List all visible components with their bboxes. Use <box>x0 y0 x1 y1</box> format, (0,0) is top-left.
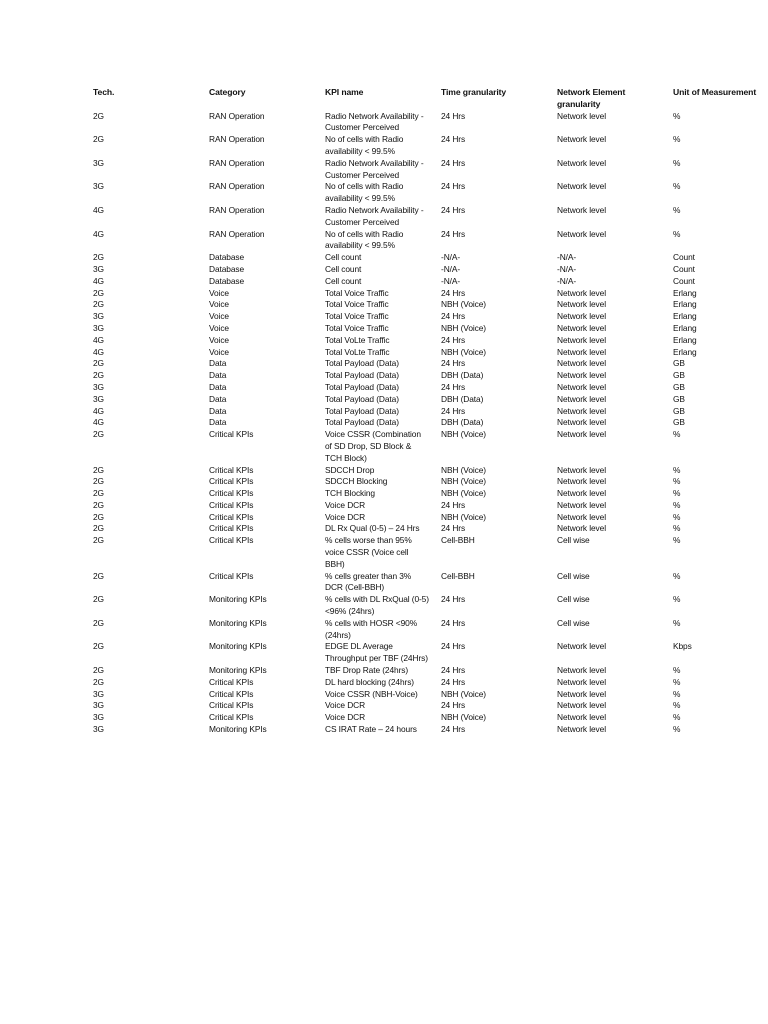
cell-unit: % <box>673 134 681 145</box>
cell-time-granularity: 24 Hrs <box>441 700 466 711</box>
cell-time-granularity: 24 Hrs <box>441 134 466 145</box>
cell-time-granularity: 24 Hrs <box>441 617 466 628</box>
cell-unit: Erlang <box>673 299 697 310</box>
cell-kpi-name: Cell count <box>325 263 362 274</box>
cell-category: Data <box>209 370 227 381</box>
cell-tech: 2G <box>93 370 104 381</box>
cell-unit: Erlang <box>673 346 697 357</box>
cell-unit: % <box>673 523 681 534</box>
cell-kpi-name: No of cells with Radio availability < 99.5% <box>325 228 404 251</box>
cell-category: Voice <box>209 287 229 298</box>
cell-category: Critical KPIs <box>209 712 254 723</box>
cell-ne-granularity: Network level <box>557 676 606 687</box>
cell-category: Monitoring KPIs <box>209 724 267 735</box>
table-row <box>93 111 768 135</box>
cell-tech: 2G <box>93 299 104 310</box>
cell-category: Critical KPIs <box>209 429 254 440</box>
cell-category: RAN Operation <box>209 157 265 168</box>
table-row <box>93 358 768 370</box>
cell-kpi-name: Cell count <box>325 252 362 263</box>
cell-time-granularity: NBH (Voice) <box>441 511 486 522</box>
cell-unit: % <box>673 157 681 168</box>
table-row <box>93 712 768 724</box>
cell-unit: % <box>673 570 681 581</box>
cell-time-granularity: 24 Hrs <box>441 499 466 510</box>
cell-tech: 4G <box>93 204 104 215</box>
cell-time-granularity: NBH (Voice) <box>441 488 486 499</box>
cell-kpi-name: SDCCH Drop <box>325 464 375 475</box>
cell-category: Database <box>209 263 245 274</box>
table-row <box>93 512 768 524</box>
cell-category: Voice <box>209 322 229 333</box>
table-row <box>93 181 768 205</box>
cell-unit: GB <box>673 370 685 381</box>
cell-kpi-name: % cells with DL RxQual (0-5) <96% (24hrs) <box>325 594 429 617</box>
cell-tech: 2G <box>93 523 104 534</box>
cell-tech: 2G <box>93 134 104 145</box>
cell-tech: 2G <box>93 617 104 628</box>
cell-tech: 2G <box>93 511 104 522</box>
cell-time-granularity: 24 Hrs <box>441 311 466 322</box>
cell-category: Critical KPIs <box>209 488 254 499</box>
cell-time-granularity: 24 Hrs <box>441 724 466 735</box>
table-row <box>93 429 768 464</box>
cell-kpi-name: TCH Blocking <box>325 488 375 499</box>
cell-time-granularity: Cell-BBH <box>441 535 475 546</box>
cell-kpi-name: % cells worse than 95% voice CSSR (Voice cell BBH) <box>325 535 412 569</box>
table-header-row <box>93 87 768 111</box>
cell-category: RAN Operation <box>209 204 265 215</box>
cell-tech: 2G <box>93 499 104 510</box>
cell-tech: 2G <box>93 676 104 687</box>
cell-tech: 3G <box>93 700 104 711</box>
cell-kpi-name: SDCCH Blocking <box>325 476 388 487</box>
cell-ne-granularity: Network level <box>557 322 606 333</box>
cell-tech: 3G <box>93 393 104 404</box>
table-row <box>93 394 768 406</box>
cell-kpi-name: EDGE DL Average Throughput per TBF (24Hrs) <box>325 641 428 664</box>
cell-category: Monitoring KPIs <box>209 641 267 652</box>
cell-category: Database <box>209 252 245 263</box>
cell-tech: 4G <box>93 405 104 416</box>
cell-tech: 2G <box>93 110 104 121</box>
table-row <box>93 288 768 300</box>
cell-unit: Count <box>673 263 695 274</box>
table-row <box>93 571 768 595</box>
table-row <box>93 323 768 335</box>
table-row <box>93 700 768 712</box>
cell-category: Critical KPIs <box>209 523 254 534</box>
cell-unit: Count <box>673 275 695 286</box>
cell-ne-granularity: Network level <box>557 511 606 522</box>
cell-category: Voice <box>209 346 229 357</box>
cell-ne-granularity: -N/A- <box>557 275 577 286</box>
cell-kpi-name: Total Voice Traffic <box>325 287 389 298</box>
cell-time-granularity: -N/A- <box>441 252 461 263</box>
cell-unit: % <box>673 700 681 711</box>
cell-time-granularity: NBH (Voice) <box>441 299 486 310</box>
cell-kpi-name: Total VoLte Traffic <box>325 346 390 357</box>
cell-ne-granularity: Network level <box>557 287 606 298</box>
cell-ne-granularity: Network level <box>557 523 606 534</box>
table-row <box>93 417 768 429</box>
cell-category: Data <box>209 381 227 392</box>
cell-tech: 3G <box>93 311 104 322</box>
table-row <box>93 158 768 182</box>
cell-kpi-name: Voice DCR <box>325 499 366 510</box>
cell-unit: % <box>673 110 681 121</box>
cell-tech: 2G <box>93 488 104 499</box>
cell-ne-granularity: Cell wise <box>557 535 590 546</box>
cell-category: Critical KPIs <box>209 464 254 475</box>
cell-category: Data <box>209 393 227 404</box>
header-tech: Tech. <box>93 87 115 97</box>
cell-time-granularity: 24 Hrs <box>441 110 466 121</box>
cell-ne-granularity: Network level <box>557 358 606 369</box>
table-row <box>93 335 768 347</box>
cell-time-granularity: NBH (Voice) <box>441 429 486 440</box>
cell-time-granularity: 24 Hrs <box>441 358 466 369</box>
cell-ne-granularity: Cell wise <box>557 617 590 628</box>
cell-tech: 3G <box>93 712 104 723</box>
cell-category: Monitoring KPIs <box>209 617 267 628</box>
cell-unit: Erlang <box>673 287 697 298</box>
cell-kpi-name: Total Payload (Data) <box>325 393 399 404</box>
cell-ne-granularity: Network level <box>557 417 606 428</box>
cell-ne-granularity: Network level <box>557 476 606 487</box>
table-row <box>93 205 768 229</box>
cell-kpi-name: Voice DCR <box>325 511 366 522</box>
cell-tech: 2G <box>93 535 104 546</box>
cell-ne-granularity: Network level <box>557 464 606 475</box>
cell-ne-granularity: Network level <box>557 311 606 322</box>
cell-time-granularity: NBH (Voice) <box>441 688 486 699</box>
cell-time-granularity: 24 Hrs <box>441 523 466 534</box>
cell-ne-granularity: Network level <box>557 346 606 357</box>
cell-ne-granularity: Network level <box>557 665 606 676</box>
cell-time-granularity: 24 Hrs <box>441 676 466 687</box>
cell-kpi-name: Radio Network Availability - Customer Perceived <box>325 157 424 180</box>
cell-ne-granularity: Network level <box>557 700 606 711</box>
cell-ne-granularity: Network level <box>557 334 606 345</box>
cell-unit: % <box>673 712 681 723</box>
cell-unit: GB <box>673 393 685 404</box>
cell-unit: % <box>673 464 681 475</box>
cell-time-granularity: 24 Hrs <box>441 405 466 416</box>
cell-category: Data <box>209 405 227 416</box>
cell-time-granularity: 24 Hrs <box>441 665 466 676</box>
cell-unit: Count <box>673 252 695 263</box>
cell-time-granularity: NBH (Voice) <box>441 476 486 487</box>
cell-kpi-name: Cell count <box>325 275 362 286</box>
table-row <box>93 724 768 736</box>
cell-category: RAN Operation <box>209 110 265 121</box>
cell-kpi-name: TBF Drop Rate (24hrs) <box>325 665 409 676</box>
table-row <box>93 370 768 382</box>
cell-tech: 2G <box>93 287 104 298</box>
cell-kpi-name: Voice CSSR (NBH-Voice) <box>325 688 418 699</box>
cell-ne-granularity: -N/A- <box>557 252 577 263</box>
cell-time-granularity: 24 Hrs <box>441 157 466 168</box>
cell-unit: % <box>673 499 681 510</box>
cell-tech: 4G <box>93 228 104 239</box>
cell-ne-granularity: Network level <box>557 499 606 510</box>
cell-unit: % <box>673 228 681 239</box>
cell-unit: Kbps <box>673 641 692 652</box>
cell-kpi-name: Voice DCR <box>325 700 366 711</box>
cell-category: Voice <box>209 311 229 322</box>
cell-time-granularity: NBH (Voice) <box>441 346 486 357</box>
cell-tech: 4G <box>93 346 104 357</box>
cell-category: Critical KPIs <box>209 676 254 687</box>
cell-ne-granularity: Network level <box>557 688 606 699</box>
cell-tech: 2G <box>93 358 104 369</box>
cell-ne-granularity: Cell wise <box>557 570 590 581</box>
cell-tech: 3G <box>93 322 104 333</box>
header-unit: Unit of Measurement <box>673 87 757 97</box>
cell-unit: Erlang <box>673 311 697 322</box>
cell-unit: % <box>673 511 681 522</box>
cell-unit: % <box>673 665 681 676</box>
cell-ne-granularity: Network level <box>557 299 606 310</box>
cell-tech: 2G <box>93 570 104 581</box>
table-row <box>93 677 768 689</box>
kpi-table-body <box>93 111 768 736</box>
cell-ne-granularity: Network level <box>557 724 606 735</box>
table-row <box>93 276 768 288</box>
cell-unit: Erlang <box>673 334 697 345</box>
cell-unit: % <box>673 676 681 687</box>
cell-tech: 3G <box>93 688 104 699</box>
cell-time-granularity: 24 Hrs <box>441 381 466 392</box>
cell-time-granularity: -N/A- <box>441 263 461 274</box>
cell-ne-granularity: Network level <box>557 488 606 499</box>
cell-ne-granularity: Network level <box>557 641 606 652</box>
cell-ne-granularity: Network level <box>557 181 606 192</box>
cell-tech: 2G <box>93 429 104 440</box>
cell-category: RAN Operation <box>209 134 265 145</box>
cell-category: Data <box>209 417 227 428</box>
cell-category: Voice <box>209 299 229 310</box>
cell-tech: 3G <box>93 724 104 735</box>
table-row <box>93 535 768 570</box>
table-row <box>93 618 768 642</box>
cell-ne-granularity: Network level <box>557 134 606 145</box>
cell-time-granularity: 24 Hrs <box>441 181 466 192</box>
cell-kpi-name: CS IRAT Rate – 24 hours <box>325 724 417 735</box>
cell-time-granularity: 24 Hrs <box>441 287 466 298</box>
cell-ne-granularity: -N/A- <box>557 263 577 274</box>
cell-tech: 2G <box>93 594 104 605</box>
table-row <box>93 311 768 323</box>
cell-ne-granularity: Network level <box>557 204 606 215</box>
cell-tech: 4G <box>93 334 104 345</box>
cell-category: Monitoring KPIs <box>209 665 267 676</box>
cell-category: RAN Operation <box>209 181 265 192</box>
table-row <box>93 500 768 512</box>
table-row <box>93 641 768 665</box>
cell-time-granularity: NBH (Voice) <box>441 464 486 475</box>
kpi-table <box>93 87 768 736</box>
cell-time-granularity: DBH (Data) <box>441 393 484 404</box>
cell-category: Data <box>209 358 227 369</box>
cell-category: Critical KPIs <box>209 499 254 510</box>
table-row <box>93 299 768 311</box>
cell-kpi-name: Total Voice Traffic <box>325 299 389 310</box>
cell-kpi-name: Total VoLte Traffic <box>325 334 390 345</box>
cell-time-granularity: 24 Hrs <box>441 228 466 239</box>
cell-unit: GB <box>673 417 685 428</box>
cell-time-granularity: DBH (Data) <box>441 417 484 428</box>
cell-time-granularity: DBH (Data) <box>441 370 484 381</box>
cell-tech: 2G <box>93 641 104 652</box>
cell-kpi-name: Radio Network Availability - Customer Perceived <box>325 110 424 133</box>
cell-ne-granularity: Network level <box>557 370 606 381</box>
cell-kpi-name: Total Payload (Data) <box>325 358 399 369</box>
header-kpi-name: KPI name <box>325 87 364 97</box>
cell-ne-granularity: Network level <box>557 393 606 404</box>
cell-time-granularity: -N/A- <box>441 275 461 286</box>
cell-category: Critical KPIs <box>209 688 254 699</box>
cell-unit: % <box>673 535 681 546</box>
cell-time-granularity: NBH (Voice) <box>441 712 486 723</box>
table-row <box>93 406 768 418</box>
table-row <box>93 665 768 677</box>
cell-unit: GB <box>673 405 685 416</box>
cell-ne-granularity: Network level <box>557 381 606 392</box>
cell-kpi-name: Total Payload (Data) <box>325 381 399 392</box>
cell-kpi-name: DL Rx Qual (0-5) – 24 Hrs <box>325 523 420 534</box>
cell-tech: 4G <box>93 417 104 428</box>
cell-unit: % <box>673 488 681 499</box>
cell-unit: Erlang <box>673 322 697 333</box>
cell-kpi-name: Total Payload (Data) <box>325 405 399 416</box>
table-row <box>93 523 768 535</box>
cell-ne-granularity: Network level <box>557 110 606 121</box>
table-row <box>93 488 768 500</box>
table-row <box>93 689 768 701</box>
cell-kpi-name: No of cells with Radio availability < 99.5% <box>325 134 404 156</box>
cell-unit: GB <box>673 381 685 392</box>
cell-tech: 2G <box>93 252 104 263</box>
table-row <box>93 382 768 394</box>
cell-category: Critical KPIs <box>209 700 254 711</box>
cell-ne-granularity: Cell wise <box>557 594 590 605</box>
cell-kpi-name: % cells greater than 3% DCR (Cell-BBH) <box>325 570 412 593</box>
cell-category: Critical KPIs <box>209 476 254 487</box>
cell-kpi-name: No of cells with Radio availability < 99.5% <box>325 181 404 204</box>
table-row <box>93 229 768 253</box>
cell-kpi-name: Voice CSSR (Combination of SD Drop, SD Block & TCH Block) <box>325 429 421 463</box>
cell-time-granularity: 24 Hrs <box>441 204 466 215</box>
cell-kpi-name: % cells with HOSR <90% (24hrs) <box>325 617 418 640</box>
cell-category: Monitoring KPIs <box>209 594 267 605</box>
cell-tech: 2G <box>93 464 104 475</box>
cell-time-granularity: 24 Hrs <box>441 594 466 605</box>
cell-kpi-name: Total Payload (Data) <box>325 370 399 381</box>
cell-unit: % <box>673 594 681 605</box>
header-time-granularity: Time granularity <box>441 87 507 97</box>
cell-ne-granularity: Network level <box>557 228 606 239</box>
cell-category: Critical KPIs <box>209 511 254 522</box>
cell-kpi-name: Voice DCR <box>325 712 366 723</box>
cell-ne-granularity: Network level <box>557 405 606 416</box>
cell-unit: % <box>673 181 681 192</box>
table-row <box>93 264 768 276</box>
cell-kpi-name: DL hard blocking (24hrs) <box>325 676 414 687</box>
cell-unit: % <box>673 476 681 487</box>
cell-unit: % <box>673 724 681 735</box>
cell-tech: 3G <box>93 157 104 168</box>
table-row <box>93 476 768 488</box>
table-row <box>93 465 768 477</box>
cell-unit: GB <box>673 358 685 369</box>
cell-tech: 3G <box>93 181 104 192</box>
table-row <box>93 252 768 264</box>
cell-kpi-name: Total Voice Traffic <box>325 311 389 322</box>
cell-unit: % <box>673 688 681 699</box>
cell-category: RAN Operation <box>209 228 265 239</box>
cell-kpi-name: Total Payload (Data) <box>325 417 399 428</box>
cell-category: Voice <box>209 334 229 345</box>
table-row <box>93 134 768 158</box>
cell-tech: 2G <box>93 476 104 487</box>
cell-tech: 4G <box>93 275 104 286</box>
cell-category: Critical KPIs <box>209 535 254 546</box>
cell-unit: % <box>673 204 681 215</box>
cell-ne-granularity: Network level <box>557 429 606 440</box>
header-ne-granularity: Network Element granularity <box>557 87 626 109</box>
table-row <box>93 347 768 359</box>
cell-kpi-name: Radio Network Availability - Customer Perceived <box>325 204 424 227</box>
cell-tech: 3G <box>93 381 104 392</box>
cell-time-granularity: Cell-BBH <box>441 570 475 581</box>
cell-ne-granularity: Network level <box>557 712 606 723</box>
cell-category: Critical KPIs <box>209 570 254 581</box>
cell-tech: 3G <box>93 263 104 274</box>
cell-ne-granularity: Network level <box>557 157 606 168</box>
cell-time-granularity: NBH (Voice) <box>441 322 486 333</box>
cell-unit: % <box>673 429 681 440</box>
header-category: Category <box>209 87 246 97</box>
table-row <box>93 594 768 618</box>
cell-category: Database <box>209 275 245 286</box>
cell-time-granularity: 24 Hrs <box>441 334 466 345</box>
cell-unit: % <box>673 617 681 628</box>
cell-time-granularity: 24 Hrs <box>441 641 466 652</box>
cell-kpi-name: Total Voice Traffic <box>325 322 389 333</box>
cell-tech: 2G <box>93 665 104 676</box>
